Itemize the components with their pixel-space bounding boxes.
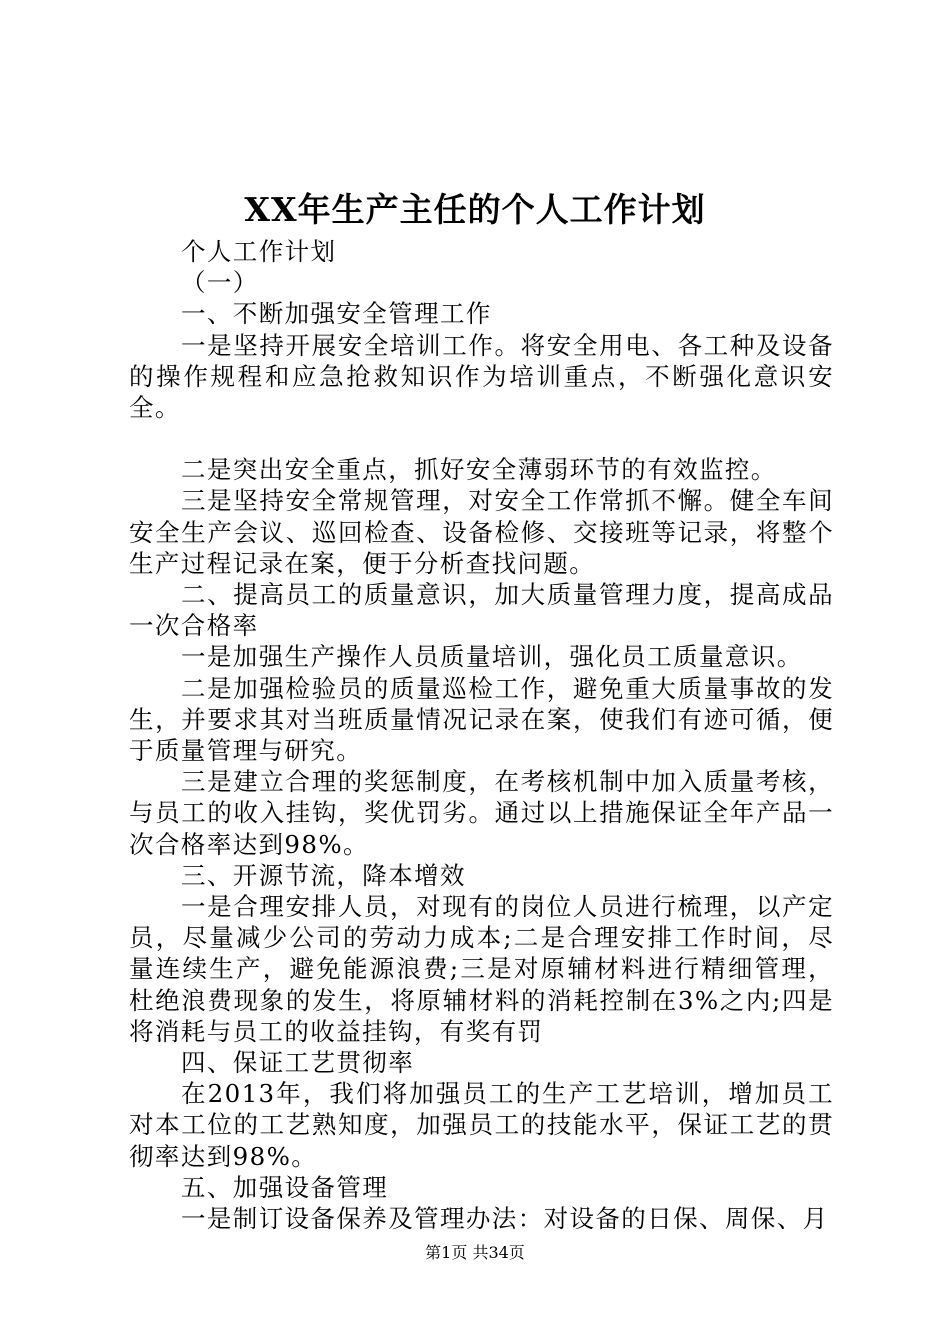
paragraph-quality-training: 一是加强生产操作人员质量培训，强化员工质量意识。 <box>181 642 803 672</box>
paragraph-quality-inspection: 二是加强检验员的质量巡检工作，避免重大质量事故的发生，并要求其对当班质量情况记录在案，使我们有迹可循，便于质量管理与研究。 <box>129 673 834 766</box>
paragraph-reward-system: 三是建立合理的奖惩制度，在考核机制中加入质量考核，与员工的收入挂钩，奖优罚劣。通过以上措施保证全年产品一次合格率达到98%。 <box>129 767 834 859</box>
heading-quality-awareness: 二、提高员工的质量意识，加大质量管理力度，提高成品一次合格率 <box>129 580 834 641</box>
document-title: XX年生产主任的个人工作计划 <box>244 190 706 229</box>
paragraph-safety-routine: 三是坚持安全常规管理，对安全工作常抓不懈。健全车间安全生产会议、巡回检查、设备检修、交接班等记录，将整个生产过程记录在案，便于分析查找问题。 <box>129 486 834 578</box>
document-body <box>129 236 834 1234</box>
paragraph-equipment-maintenance: 一是制订设备保养及管理办法：对设备的日保、周保、月 <box>181 1204 829 1234</box>
paragraph-safety-training: 一是坚持开展安全培训工作。将安全用电、各工种及设备的操作规程和应急抢救知识作为培训重点，不断强化意识安全。 <box>129 330 834 423</box>
heading-safety-management: 一、不断加强安全管理工作 <box>181 299 492 329</box>
heading-cost-reduction: 三、开源节流，降本增效 <box>181 860 466 890</box>
paragraph-safety-focus: 二是突出安全重点，抓好安全薄弱环节的有效监控。 <box>181 455 777 485</box>
paragraph-cost-measures: 一是合理安排人员，对现有的岗位人员进行梳理，以产定员，尽量减少公司的劳动力成本;二是合理安排工作时间，尽量连续生产，避免能源浪费;三是对原辅材料进行精细管理，杜绝浪费现象的发生，将原辅材料的消耗控制在3%之内;四是将消耗与员工的收益挂钩，有奖有罚 <box>129 892 834 1046</box>
page-footer: 第1页 共34页 <box>425 1243 525 1262</box>
paragraph-part-one: （一） <box>181 268 259 298</box>
paragraph-process-training: 在2013年，我们将加强员工的生产工艺培训，增加员工对本工位的工艺熟知度，加强员工的技能水平，保证工艺的贯彻率达到98%。 <box>129 1079 834 1171</box>
paragraph-plan-label: 个人工作计划 <box>181 237 337 266</box>
heading-equipment-management: 五、加强设备管理 <box>181 1172 389 1202</box>
heading-process-compliance: 四、保证工艺贯彻率 <box>181 1048 415 1078</box>
